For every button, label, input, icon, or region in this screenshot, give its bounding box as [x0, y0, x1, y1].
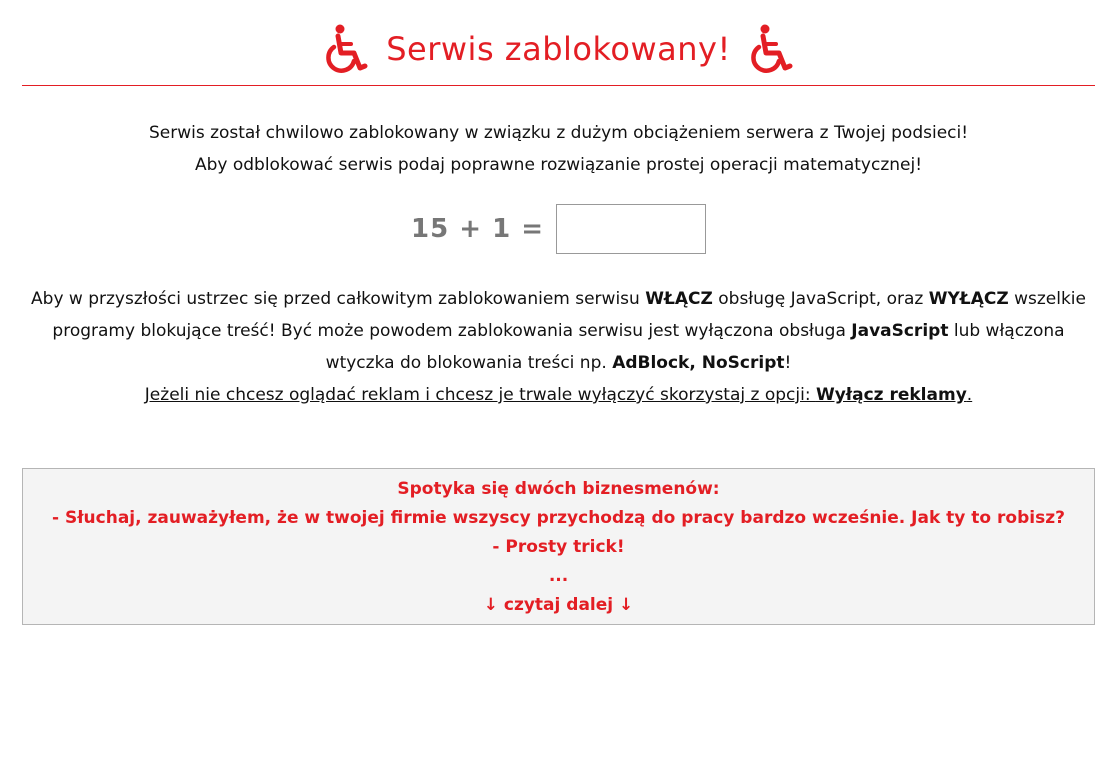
ads-text: Jeżeli nie chcesz oglądać reklam i chcesz je trwale wyłączyć skorzystaj z opcji: [144, 385, 816, 405]
captcha-row [0, 204, 1117, 254]
joke-line-1: Spotyka się dwóch biznesmenów: [397, 479, 720, 499]
page-title: Serwis zablokowany! [386, 30, 731, 68]
ads-option: Wyłącz reklamy [815, 385, 967, 405]
joke-box [22, 468, 1095, 625]
notice-part-3: wszelkie programy blokujące treść! Być może powodem zablokowania serwisu jest wyłączona obsługa [52, 289, 1086, 341]
page-header [22, 20, 1095, 86]
intro-line-1: Serwis został chwilowo zablokowany w związku z dużym obciążeniem serwera z Twojej podsieci! [148, 123, 969, 143]
intro-message [22, 117, 1095, 181]
notice-part-1: Aby w przyszłości ustrzec się przed całkowitym zablokowaniem serwisu [31, 289, 646, 309]
captcha-equation: 15 + 1 = [411, 214, 544, 244]
intro-line-2: Aby odblokować serwis podaj poprawne rozwiązanie prostej operacji matematycznej! [194, 155, 923, 175]
joke-line-3: - Prosty trick! [492, 537, 625, 557]
notice-javascript: JavaScript [851, 321, 949, 341]
notice-text [22, 283, 1095, 411]
joke-line-4: ... [548, 566, 569, 586]
notice-disable: WYŁĄCZ [928, 289, 1009, 309]
notice-part-4: lub włączona wtyczka do blokowania treści np. [325, 321, 1065, 373]
notice-part-2: obsługę JavaScript, oraz [712, 289, 929, 309]
ads-end: . [966, 385, 973, 405]
wheelchair-icon [749, 23, 793, 75]
notice-enable: WŁĄCZ [645, 289, 713, 309]
notice-comma: , [689, 353, 702, 373]
notice-exclaim: ! [784, 353, 792, 373]
notice-adblock: AdBlock [612, 353, 690, 373]
wheelchair-icon [324, 23, 368, 75]
notice-noscript: NoScript [701, 353, 785, 373]
disable-ads-link[interactable] [145, 385, 972, 405]
joke-line-2: - Słuchaj, zauważyłem, że w twojej firmie wszyscy przychodzą do pracy bardzo wcześnie. Jak ty to robisz? [52, 508, 1065, 528]
header-inner [324, 20, 793, 78]
read-more-link[interactable]: ↓ czytaj dalej ↓ [483, 595, 634, 615]
captcha-answer-input[interactable] [556, 204, 706, 254]
